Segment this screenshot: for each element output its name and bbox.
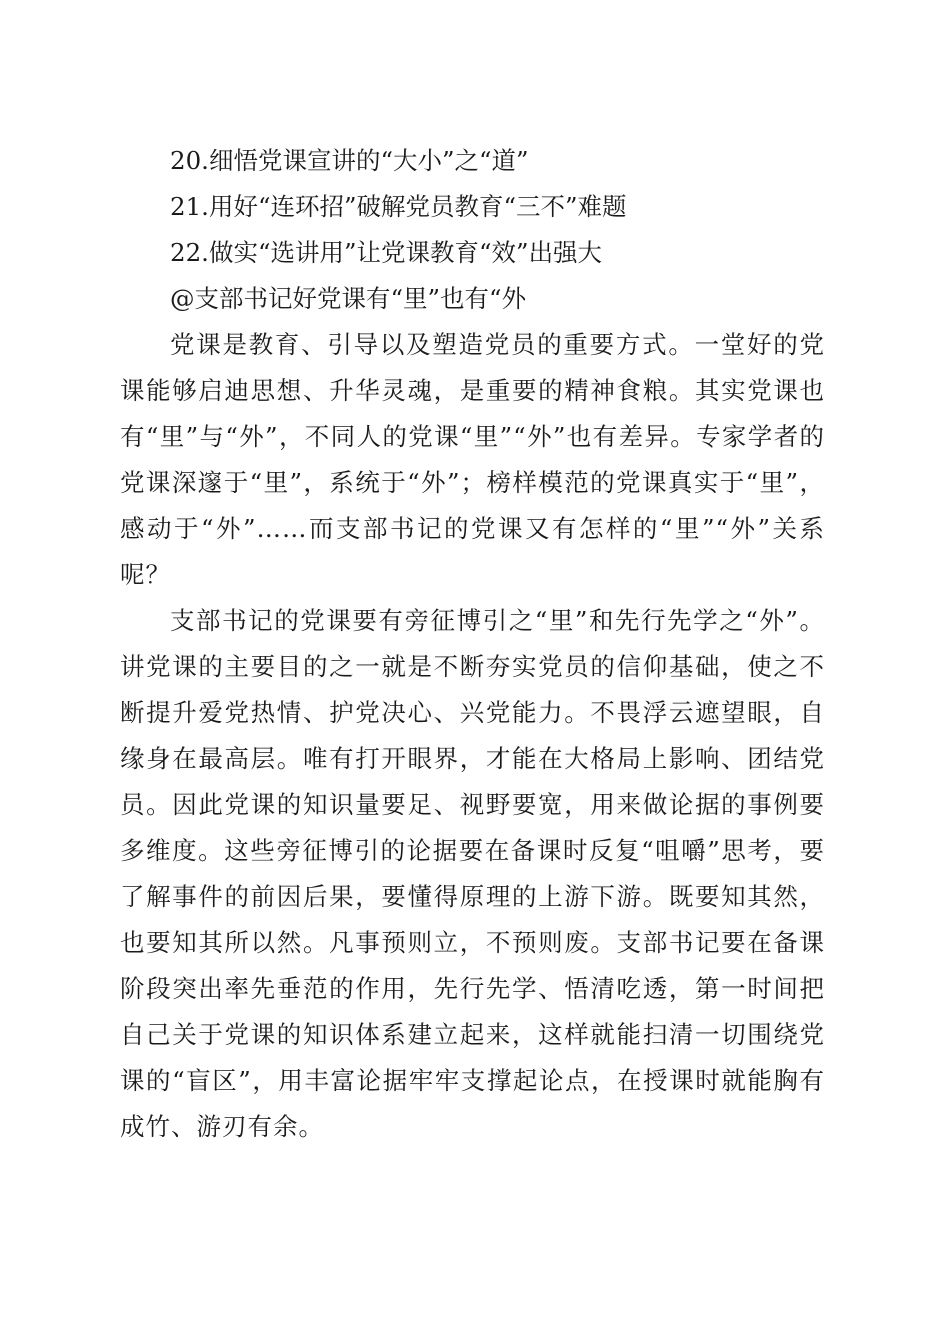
list-item-21: 21.用好“连环招”破解党员教育“三不”难题 [170,192,627,221]
list-item-20: 20.细悟党课宣讲的“大小”之“道” [170,146,529,175]
paragraph-body: 支部书记的党课要有旁征博引之“里”和先行先学之“外”。讲党课的主要目的之一就是不断夯实党员的信仰基础，使之不断提升爱党热情、护党决心、兴党能力。不畏浮云遮望眼，自缘身在最高层。唯有打开眼界，才能在大格局上影响、团结党员。因此党课的知识量要足、视野要宽，用来做论据的事例要多维度。这些旁征博引的论据要在备课时反复“咀嚼”思考，要了解事件的前因后果，要懂得原理的上游下游。既要知其然，也要知其所以然。凡事预则立，不预则废。支部书记要在备课阶段突出率先垂范的作用，先行先学、悟清吃透，第一时间把自己关于党课的知识体系建立起来，这样就能扫清一切围绕党课的“盲区”，用丰富论据牢牢支撑起论点，在授课时就能胸有成竹、游刃有余。 [120,606,825,1141]
list-item-22: 22.做实“选讲用”让党课教育“效”出强大 [170,238,603,267]
document-body [120,138,825,1150]
paragraph-intro: 党课是教育、引导以及塑造党员的重要方式。一堂好的党课能够启迪思想、升华灵魂，是重要的精神食粮。其实党课也有“里”与“外”，不同人的党课“里”“外”也有差异。专家学者的党课深邃于“里”，系统于“外”；榜样模范的党课真实于“里”，感动于“外”……而支部书记的党课又有怎样的“里”“外”关系呢？ [120,330,825,589]
article-title: @支部书记好党课有“里”也有“外 [170,284,527,313]
